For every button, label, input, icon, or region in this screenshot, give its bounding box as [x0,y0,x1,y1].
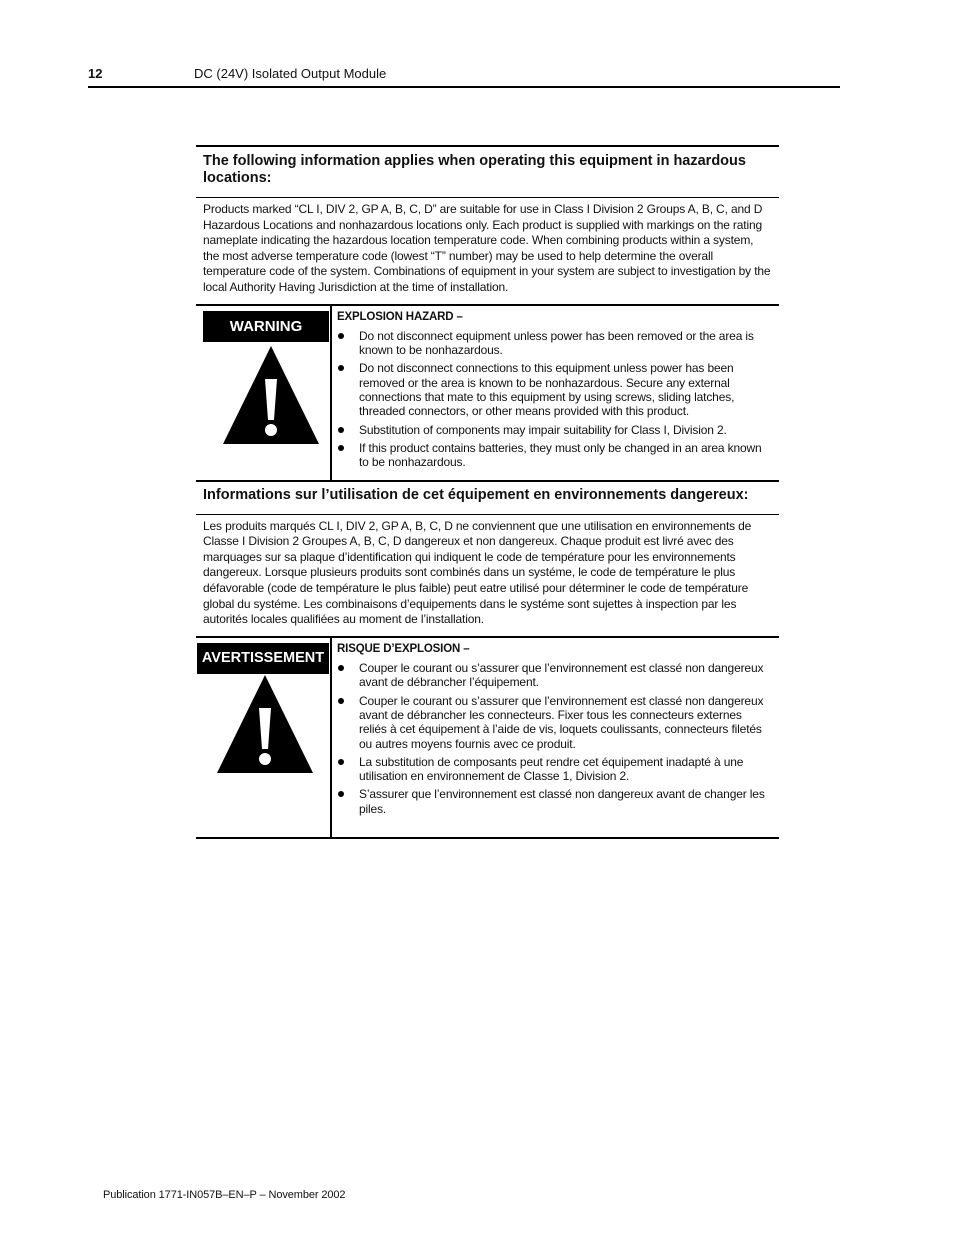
bullet-icon [338,445,344,451]
list-item [337,661,771,690]
page-title: DC (24V) Isolated Output Module [194,66,387,81]
hazardous-locations-section [196,145,779,839]
list-item [337,329,771,358]
list-item-text: La substitution de composants peut rendre cet équipement inadapté à une utilisation en environnement de Classe 1, Division 2. [359,754,744,784]
list-item-text: Substitution of components may impair suitability for Class I, Division 2. [359,422,727,437]
page-header [88,64,840,88]
bullet-icon [338,427,344,433]
avertissement-left-panel [196,638,332,837]
list-item [337,787,771,816]
warning-title: EXPLOSION HAZARD – [337,310,463,323]
bullet-icon [338,665,344,671]
list-item-text: Couper le courant ou s’assurer que l’environnement est classé non dangereux avant de débrancher l’équipement. [359,661,764,690]
bullet-icon [338,759,344,765]
list-item [337,755,771,784]
list-item [337,361,771,418]
list-item [337,441,771,470]
warning-label: WARNING [203,311,329,342]
english-warning-box [196,304,779,482]
english-heading: The following information applies when operating this equipment in hazardous locations: [196,145,779,198]
publication-footer: Publication 1771-IN057B–EN–P – November 2002 [103,1189,346,1201]
list-item [337,694,771,751]
bullet-icon [338,333,344,339]
french-warning-box [196,636,779,839]
bullet-icon [338,698,344,704]
avertissement-label: AVERTISSEMENT [197,643,329,674]
page-number: 12 [88,66,103,81]
warning-bullet-list [337,329,771,470]
french-heading: Informations sur l’utilisation de cet équipement en environnements dangereux: [196,482,779,515]
list-item-text: S’assurer que l’environnement est classé non dangereux avant de changer les piles. [359,787,765,816]
warning-triangle-icon [215,673,315,775]
warning-left-panel [196,306,332,480]
warning-content [332,306,779,480]
avertissement-bullet-list [337,661,771,816]
list-item-text: If this product contains batteries, they must only be changed in an area known to be nonhazardous. [359,440,762,470]
avertissement-title: RISQUE D’EXPLOSION – [337,642,470,655]
list-item-text: Do not disconnect connections to this equipment unless power has been removed or the area is known to be nonhazardous. Secure any external connections that mate to this equipment by using screws, sliding latches, threaded connectors, or other means provided with this product. [359,361,735,419]
bullet-icon [338,791,344,797]
avertissement-content [332,638,779,837]
list-item-text: Couper le courant ou s’assurer que l’environnement est classé non dangereux avant de débrancher les connecteurs. Fixer tous les connecteurs externes reliés à cet équipement à l’aide de vis, loquets coulissants, connecteurs filetés ou autres moyens fournis avec ce produit. [359,693,764,751]
warning-triangle-icon [221,344,321,446]
bullet-icon [338,365,344,371]
list-item-text: Do not disconnect equipment unless power has been removed or the area is known to be nonhazardous. [359,328,754,358]
french-body: Les produits marqués CL I, DIV 2, GP A, B, C, D ne conviennent que une utilisation en environnements de Classe I Division 2 Groupes A, B, C, D dangereux et non dangereux. Chaque produit est livré avec des marquages sur sa plaque d’identification qui indiquent le code de température pour les environnements dangereux. Lorsque plusieurs produits sont combinés dans un systéme, le code de température le plus défavorable (code de température le plus faible) peut eatre utilisé pour déterminer le code de température global du systéme. Les combinaisons d’equipements dans le systéme sont sujettes à inspection par les autorités locales qualifiées au moment de l’installation. [203,518,752,627]
english-body: Products marked “CL I, DIV 2, GP A, B, C, D” are suitable for use in Class I Division 2 Groups A, B, C, and D Hazardous Locations and nonhazardous locations only. Each product is supplied with markings on the rating nameplate indicating the hazardous location temperature code. When combining products within a system, the most adverse temperature code (lowest “T” number) may be used to help determine the overall temperature code of the system. Combinations of equipment in your system are subject to investigation by the local Authority Having Jurisdiction at the time of installation. [203,202,771,294]
list-item [337,423,771,437]
